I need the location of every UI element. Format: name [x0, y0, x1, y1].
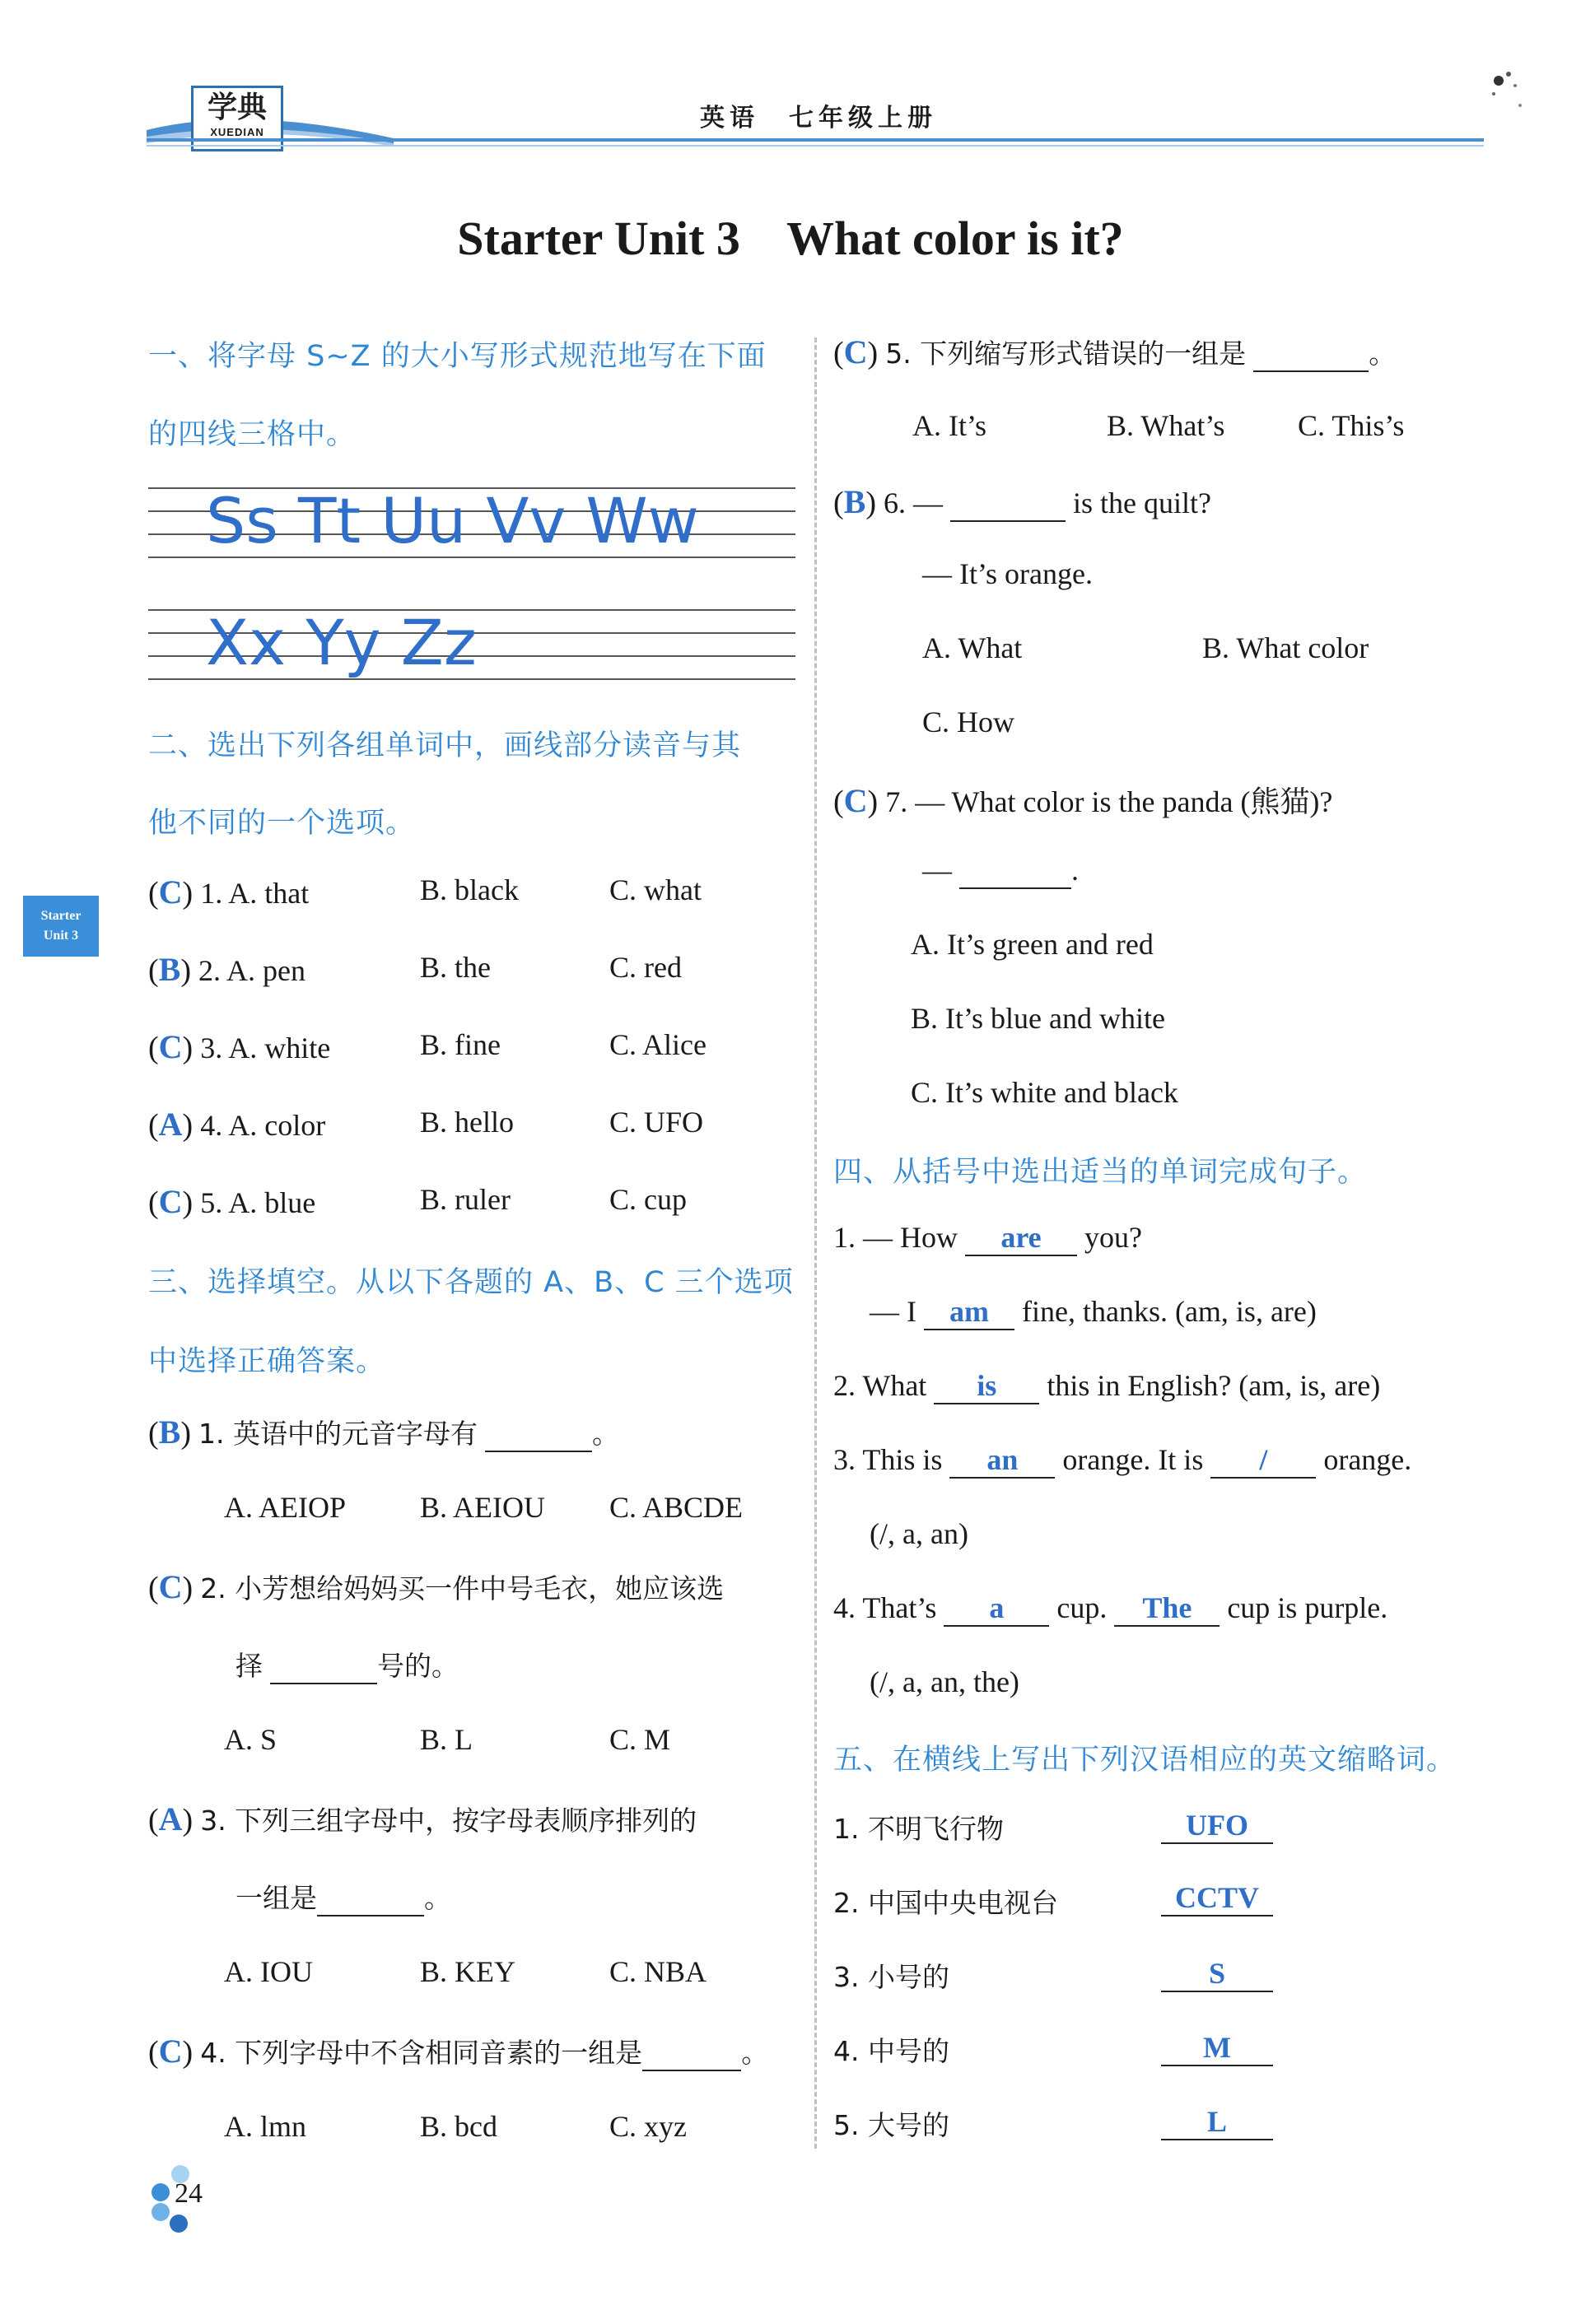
section2-title-line1: 二、选出下列各组单词中，画线部分读音与其 — [148, 729, 742, 762]
s5-item-question: 3. 小号的 — [833, 1961, 949, 1993]
side-tab — [23, 896, 99, 957]
section3-title-line2: 中选择正确答案。 — [148, 1345, 386, 1378]
s3-q2-option-b: B. L — [420, 1723, 473, 1756]
logo-text: 学典 — [207, 90, 267, 124]
s3-q2-option-a: A. S — [224, 1723, 277, 1756]
section2-option-c: C. what — [609, 873, 702, 906]
s5-item-answer: UFO — [1161, 1808, 1273, 1844]
section2-option-b: B. fine — [420, 1028, 501, 1061]
s3-q6-option-a: A. What — [922, 631, 1023, 664]
s5-item-answer: M — [1161, 2030, 1273, 2066]
s3-q3-option-b: B. KEY — [420, 1955, 515, 1988]
header-title: 英语 七年级上册 — [700, 104, 937, 133]
unit-topic: What color is it? — [786, 212, 1124, 265]
section1-title-line2: 的四线三格中。 — [148, 418, 357, 451]
fill-answer: an — [949, 1442, 1055, 1479]
logo-subtext: XUEDIAN — [210, 126, 264, 138]
answer-mark: C — [158, 2033, 183, 2070]
section2-title-line2: 他不同的一个选项。 — [148, 807, 416, 840]
section2-option-b: B. ruler — [420, 1183, 511, 1216]
s3-q4-option-c: C. xyz — [609, 2110, 687, 2143]
s5-item-answer: S — [1161, 1956, 1273, 1992]
handwritten-letters-row1: Ss Tt Uu Vv Ww — [206, 484, 699, 557]
section2-option-c: C. Alice — [609, 1028, 707, 1061]
side-tab-line2: Unit 3 — [43, 929, 79, 943]
s3-q4: (C) 4. 下列字母中不含相同音素的一组是 。 — [148, 2033, 769, 2070]
answer-mark: C — [843, 333, 868, 370]
answer-mark: B — [158, 1413, 181, 1451]
s3-q7-reply: — . — [922, 853, 1079, 889]
section2-option-c: C. cup — [609, 1183, 687, 1216]
unit-label: Starter Unit 3 — [457, 212, 740, 265]
s3-q6: (B) 6. — is the quilt? — [833, 483, 1211, 520]
fill-answer: The — [1114, 1590, 1220, 1627]
fill-answer: is — [934, 1368, 1039, 1404]
section2-item: (B) 2. A. pen — [148, 951, 305, 988]
answer-mark: C — [843, 782, 868, 819]
s5-item-question: 1. 不明飞行物 — [833, 1813, 1004, 1845]
section2-item: (A) 4. A. color — [148, 1106, 326, 1143]
answer-mark: C — [158, 1568, 183, 1605]
side-tab-line1: Starter — [40, 909, 82, 923]
s5-item-answer: CCTV — [1161, 1880, 1273, 1916]
s3-q3: (A) 3. 下列三组字母中，按字母表顺序排列的 — [148, 1800, 697, 1837]
s4-sentence-2: 2. What is this in English? (am, is, are) — [833, 1368, 1380, 1404]
header-rule-light — [147, 145, 1484, 147]
section2-item: (C) 1. A. that — [148, 873, 310, 911]
s3-q7-option-b: B. It’s blue and white — [911, 1002, 1165, 1035]
column-divider — [814, 338, 817, 2149]
s3-q2: (C) 2. 小芳想给妈妈买一件中号毛衣，她应该选 — [148, 1568, 725, 1605]
page-number: 24 — [175, 2178, 203, 2209]
section2-option-c: C. red — [609, 951, 682, 984]
s3-q6-option-c: C. How — [922, 706, 1015, 738]
section2-option-b: B. the — [420, 951, 491, 984]
s3-q6-reply: — It’s orange. — [922, 557, 1093, 590]
answer-mark: B — [843, 483, 866, 520]
s3-q5-option-a: A. It’s — [912, 409, 986, 442]
fill-answer: a — [944, 1590, 1049, 1627]
s3-q1-option-c: C. ABCDE — [609, 1491, 744, 1524]
answer-mark: A — [158, 1800, 183, 1837]
section3-title-line1: 三、选择填空。从以下各题的 A、B、C 三个选项 — [148, 1266, 794, 1299]
s3-q2-option-c: C. M — [609, 1723, 671, 1756]
section2-item: (C) 5. A. blue — [148, 1183, 316, 1220]
section2-option-b: B. black — [420, 873, 519, 906]
logo — [191, 86, 283, 151]
answer-mark: A — [158, 1106, 183, 1143]
answer-mark: C — [158, 873, 183, 911]
s3-q5-option-c: C. This’s — [1298, 409, 1405, 442]
s5-item-question: 4. 中号的 — [833, 2035, 949, 2067]
s3-q6-option-b: B. What color — [1202, 631, 1369, 664]
s4-sentence-4: 4. That’s a cup. The cup is purple. — [833, 1590, 1387, 1627]
s3-q3-option-a: A. IOU — [224, 1955, 313, 1988]
header-rule — [147, 138, 1484, 142]
fill-answer: / — [1210, 1442, 1316, 1479]
s3-q4-option-b: B. bcd — [420, 2110, 497, 2143]
s3-q1-option-b: B. AEIOU — [420, 1491, 545, 1524]
section2-item: (C) 3. A. white — [148, 1028, 331, 1065]
s3-q5: (C) 5. 下列缩写形式错误的一组是 。 — [833, 333, 1397, 370]
page-title — [0, 211, 1581, 266]
s4-sentence-4-options: (/, a, an, the) — [870, 1665, 1019, 1698]
s5-item-question: 2. 中国中央电视台 — [833, 1887, 1058, 1919]
s3-q3-option-c: C. NBA — [609, 1955, 707, 1988]
s3-q7: (C) 7. — What color is the panda (熊猫)? — [833, 782, 1333, 819]
section4-title: 四、从括号中选出适当的单词完成句子。 — [833, 1156, 1368, 1189]
s3-q1-option-a: A. AEIOP — [224, 1491, 347, 1524]
section1-title-line1: 一、将字母 S~Z 的大小写形式规范地写在下面 — [148, 340, 767, 373]
s3-q3-cont: 一组是 。 — [236, 1877, 451, 1916]
section5-title: 五、在横线上写出下列汉语相应的英文缩略词。 — [833, 1744, 1457, 1777]
section2-option-c: C. UFO — [609, 1106, 704, 1139]
answer-mark: C — [158, 1028, 183, 1065]
s3-q2-cont: 择 号的。 — [236, 1645, 459, 1684]
s4-sentence-3-options: (/, a, an) — [870, 1517, 968, 1550]
s3-q7-option-c: C. It’s white and black — [911, 1076, 1178, 1109]
s5-item-question: 5. 大号的 — [833, 2109, 949, 2141]
handwritten-letters-row2: Xx Yy Zz — [206, 606, 477, 679]
s5-item-answer: L — [1161, 2104, 1273, 2140]
s3-q5-option-b: B. What’s — [1107, 409, 1225, 442]
s3-q4-option-a: A. lmn — [224, 2110, 307, 2143]
answer-mark: C — [158, 1183, 183, 1220]
s4-sentence-1b: — I am fine, thanks. (am, is, are) — [870, 1294, 1317, 1330]
decorative-splash-icon — [1482, 58, 1532, 123]
fill-answer: are — [965, 1220, 1077, 1256]
answer-mark: B — [158, 951, 181, 988]
s4-sentence-3: 3. This is an orange. It is / orange. — [833, 1442, 1411, 1479]
fill-answer: am — [924, 1294, 1014, 1330]
s3-q1: (B) 1. 英语中的元音字母有 。 — [148, 1413, 619, 1451]
s3-q7-option-a: A. It’s green and red — [911, 928, 1154, 961]
section2-option-b: B. hello — [420, 1106, 514, 1139]
s4-sentence-1a: 1. — How are you? — [833, 1220, 1142, 1256]
